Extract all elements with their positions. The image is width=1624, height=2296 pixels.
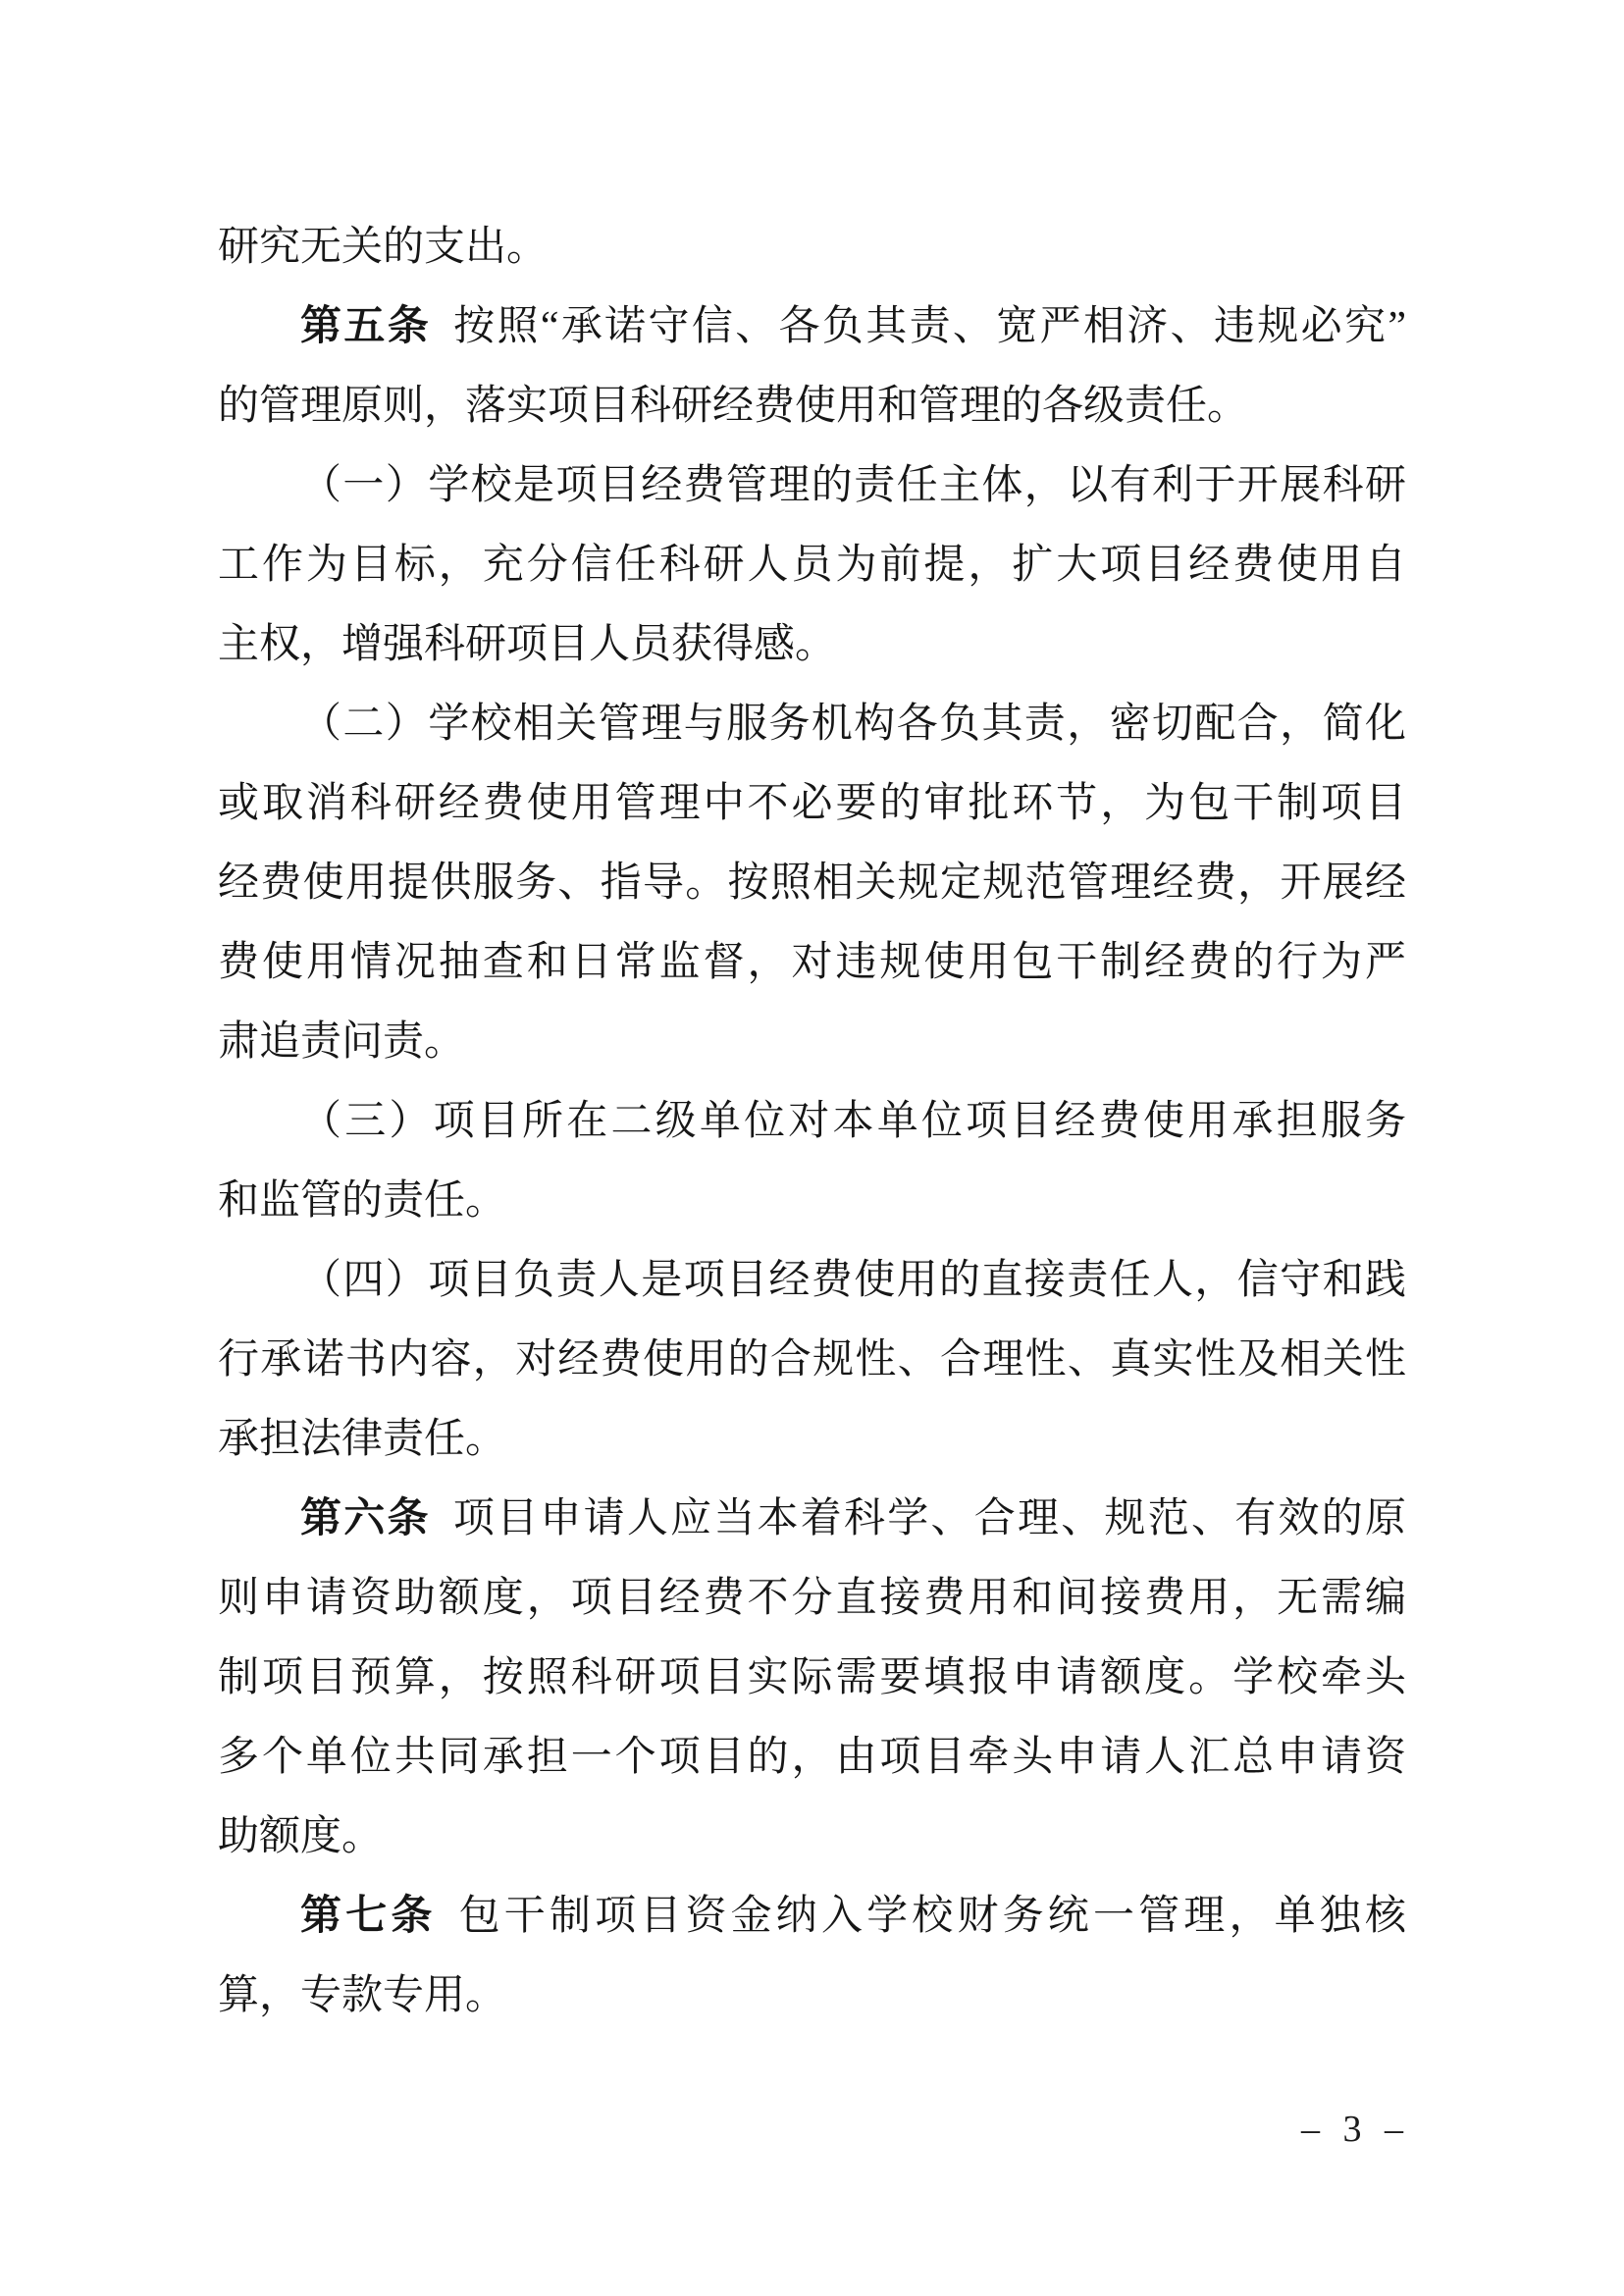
paragraph-line: 或取消科研经费使用管理中不必要的审批环节，为包干制项目 (218, 781, 1406, 826)
article-heading: 第七条 (300, 1894, 437, 1939)
paragraph-line: 行承诺书内容，对经费使用的合规性、合理性、真实性及相关性 (218, 1337, 1406, 1383)
paragraph-line: 制项目预算，按照科研项目实际需要填报申请额度。学校牵头 (218, 1655, 1406, 1700)
paragraph-line: 经费使用提供服务、指导。按照相关规定规范管理经费，开展经 (218, 861, 1406, 906)
paragraph-line: 的管理原则，落实项目科研经费使用和管理的各级责任。 (218, 384, 1249, 429)
paragraph-line: （一）学校是项目经费管理的责任主体，以有利于开展科研 (300, 463, 1406, 508)
page-footer (1301, 2100, 1410, 2159)
page-number: – 3 – (1301, 2109, 1410, 2150)
paragraph-line: （二）学校相关管理与服务机构各负其责，密切配合，简化 (300, 702, 1406, 747)
line-text: 项目申请人应当本着科学、合理、规范、有效的原 (452, 1496, 1406, 1541)
document-body (218, 208, 1406, 2036)
paragraph-line: 则申请资助额度，项目经费不分直接费用和间接费用，无需编 (218, 1576, 1406, 1621)
paragraph-line: 和监管的责任。 (218, 1178, 507, 1224)
paragraph-line: 算，专款专用。 (218, 1973, 507, 2018)
paragraph-line: 工作为目标，充分信任科研人员为前提，扩大项目经费使用自 (218, 543, 1406, 588)
paragraph-line: 费使用情况抽查和日常监督，对违规使用包干制经费的行为严 (218, 940, 1406, 985)
paragraph-line (218, 287, 1406, 367)
paragraph-line: （三）项目所在二级单位对本单位项目经费使用承担服务 (300, 1099, 1406, 1144)
paragraph-line: 肃追责问责。 (218, 1019, 466, 1065)
article-heading: 第五条 (300, 304, 432, 349)
paragraph-line: 主权，增强科研项目人员获得感。 (218, 622, 837, 667)
paragraph-line: （四）项目负责人是项目经费使用的直接责任人，信守和践 (300, 1258, 1406, 1303)
paragraph-line: 助额度。 (218, 1814, 384, 1859)
line-text: 包干制项目资金纳入学校财务统一管理，单独核 (458, 1894, 1406, 1939)
paragraph-line (218, 1877, 1406, 1957)
paragraph-line: 多个单位共同承担一个项目的，由项目牵头申请人汇总申请资 (218, 1735, 1406, 1780)
paragraph-line: 研究无关的支出。 (218, 225, 549, 270)
paragraph-line: 承担法律责任。 (218, 1417, 507, 1462)
article-heading: 第六条 (300, 1496, 431, 1541)
paragraph-line (218, 1480, 1406, 1559)
line-text: 按照“承诺守信、各负其责、宽严相济、违规必究” (453, 304, 1406, 349)
